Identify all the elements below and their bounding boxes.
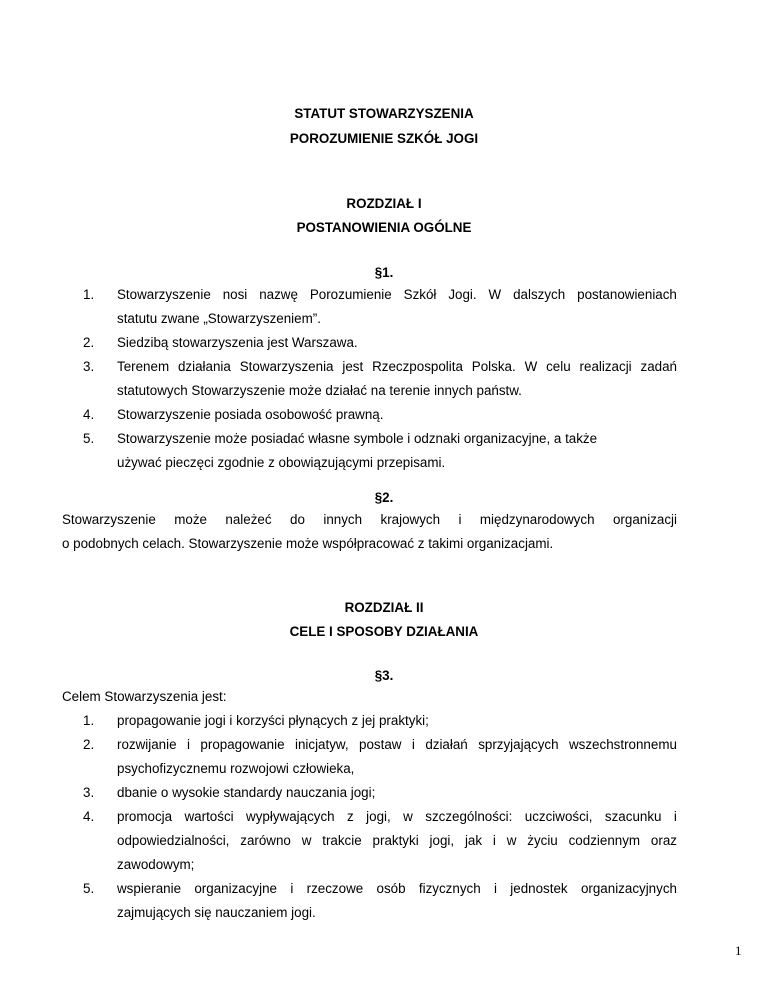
word: inicjatyw, — [294, 737, 349, 752]
word: praktyki — [372, 833, 419, 848]
document-title: STATUT STOWARZYSZENIA — [294, 106, 474, 121]
word: i — [290, 881, 294, 896]
word: i — [493, 881, 497, 896]
word: odpowiedzialności, — [117, 833, 230, 848]
word: w — [301, 833, 312, 848]
list-item-line — [117, 357, 677, 377]
justified-row — [117, 831, 677, 851]
word: Szkół — [403, 287, 437, 302]
word: realizacji — [579, 359, 632, 374]
word: i — [492, 833, 496, 848]
word: fizycznych — [418, 881, 481, 896]
word: jest — [342, 359, 364, 374]
list-item-line: psychofizycznemu rozwojowi człowieka, — [117, 761, 355, 776]
word: i — [411, 737, 415, 752]
word: wartości — [184, 809, 234, 824]
chapter-2-subheading: CELE I SPOSOBY DZIAŁANIA — [289, 624, 479, 639]
word: nazwę — [259, 287, 298, 302]
word: zadań — [640, 359, 677, 374]
list-item-line: używać pieczęci zgodnie z obowiązującymi przepisami. — [117, 455, 446, 470]
list-item-line: dbanie o wysokie standardy nauczania jogi; — [117, 785, 376, 800]
word: zarówno — [240, 833, 291, 848]
list-item-number: 4. — [83, 407, 95, 422]
word: Terenem — [117, 359, 170, 374]
list-item-number: 4. — [83, 809, 95, 824]
document-subtitle: POROZUMIENIE SZKÓŁ JOGI — [289, 131, 479, 146]
word: Stowarzyszenia — [239, 359, 334, 374]
justified-row — [117, 357, 677, 377]
list-item-line — [117, 735, 677, 755]
word: i — [458, 512, 462, 527]
paragraph-3-intro: Celem Stowarzyszenia jest: — [62, 689, 227, 704]
word: Stowarzyszenie — [62, 512, 156, 527]
word: Rzeczpospolita — [372, 359, 463, 374]
word: organizacyjnych — [580, 881, 677, 896]
word: wszechstronnemu — [569, 737, 677, 752]
word: życiu — [527, 833, 558, 848]
list-item-line: Stowarzyszenie może posiadać własne symbole i odznaki organizacyjne, a także — [117, 431, 598, 446]
word: z — [347, 809, 354, 824]
list-item-line: propagowanie jogi i korzyści płynących z jej praktyki; — [117, 713, 429, 728]
list-item-line: Siedzibą stowarzyszenia jest Warszawa. — [117, 335, 358, 350]
paragraph-1-symbol: §1. — [374, 265, 394, 280]
word: W — [524, 359, 538, 374]
word: W — [488, 287, 502, 302]
list-item-number: 3. — [83, 785, 95, 800]
chapter-1-subheading: POSTANOWIENIA OGÓLNE — [296, 220, 472, 235]
list-item-number: 5. — [83, 431, 95, 446]
word: propagowanie — [200, 737, 285, 752]
word: należeć — [225, 512, 272, 527]
word: do — [290, 512, 305, 527]
paragraph-3-symbol: §3. — [374, 668, 394, 683]
word: krajowych — [380, 512, 441, 527]
word: może — [174, 512, 207, 527]
word: i — [186, 737, 190, 752]
word: działań — [425, 737, 468, 752]
word: postaw — [359, 737, 402, 752]
word: szacunku — [604, 809, 662, 824]
word: celu — [546, 359, 571, 374]
word: wypływających — [246, 809, 335, 824]
word: jednostek — [510, 881, 568, 896]
page-number: 1 — [735, 943, 742, 958]
chapter-1-heading: ROZDZIAŁ I — [346, 196, 422, 211]
word: rzeczowe — [306, 881, 364, 896]
list-item-line — [117, 807, 677, 827]
word: w — [506, 833, 517, 848]
list-item-line: statutowych Stowarzyszenie może działać na terenie innych państw. — [117, 383, 522, 398]
word: międzynarodowych — [479, 512, 595, 527]
word: Polska. — [471, 359, 516, 374]
word: sprzyjających — [478, 737, 559, 752]
justified-row — [117, 879, 677, 899]
list-item-number: 2. — [83, 335, 95, 350]
justified-row — [117, 285, 677, 305]
list-item-line: Stowarzyszenie posiada osobowość prawną. — [117, 407, 384, 422]
justified-row — [62, 510, 677, 530]
word: uczciwości, — [524, 809, 593, 824]
word: promocja — [117, 809, 173, 824]
word: wspieranie — [117, 881, 182, 896]
paragraph-2-line: o podobnych celach. Stowarzyszenie może współpracować z takimi organizacjami. — [62, 536, 554, 551]
list-item-number: 1. — [83, 287, 95, 302]
word: organizacyjne — [194, 881, 277, 896]
list-item-number: 1. — [83, 713, 95, 728]
paragraph-2-line — [62, 510, 677, 530]
word: Stowarzyszenie — [117, 287, 211, 302]
word: organizacji — [612, 512, 677, 527]
word: postanowieniach — [577, 287, 677, 302]
justified-row — [117, 807, 677, 827]
word: szczególności: — [425, 809, 513, 824]
list-item-number: 5. — [83, 881, 95, 896]
justified-row — [117, 735, 677, 755]
list-item-number: 2. — [83, 737, 95, 752]
word: innych — [323, 512, 363, 527]
list-item-line — [117, 879, 677, 899]
word: Jogi. — [448, 287, 477, 302]
word: osób — [376, 881, 406, 896]
list-item-line — [117, 285, 677, 305]
chapter-2-heading: ROZDZIAŁ II — [344, 600, 424, 615]
list-item-line: statutu zwane „Stowarzyszeniem”. — [117, 311, 321, 326]
word: dalszych — [513, 287, 566, 302]
word: działania — [177, 359, 231, 374]
word: nosi — [222, 287, 248, 302]
word: jogi, — [366, 809, 391, 824]
word: Porozumienie — [309, 287, 392, 302]
word: jogi, — [429, 833, 455, 848]
word: oraz — [650, 833, 677, 848]
word: i — [673, 809, 677, 824]
list-item-line: zawodowym; — [117, 857, 195, 872]
word: rozwijanie — [117, 737, 177, 752]
word: w — [403, 809, 413, 824]
word: codziennym — [568, 833, 641, 848]
word: trakcie — [322, 833, 362, 848]
list-item-number: 3. — [83, 359, 95, 374]
paragraph-2-symbol: §2. — [374, 490, 394, 505]
list-item-line: zajmujących się nauczaniem jogi. — [117, 905, 316, 920]
list-item-line — [117, 831, 677, 851]
word: jak — [464, 833, 483, 848]
